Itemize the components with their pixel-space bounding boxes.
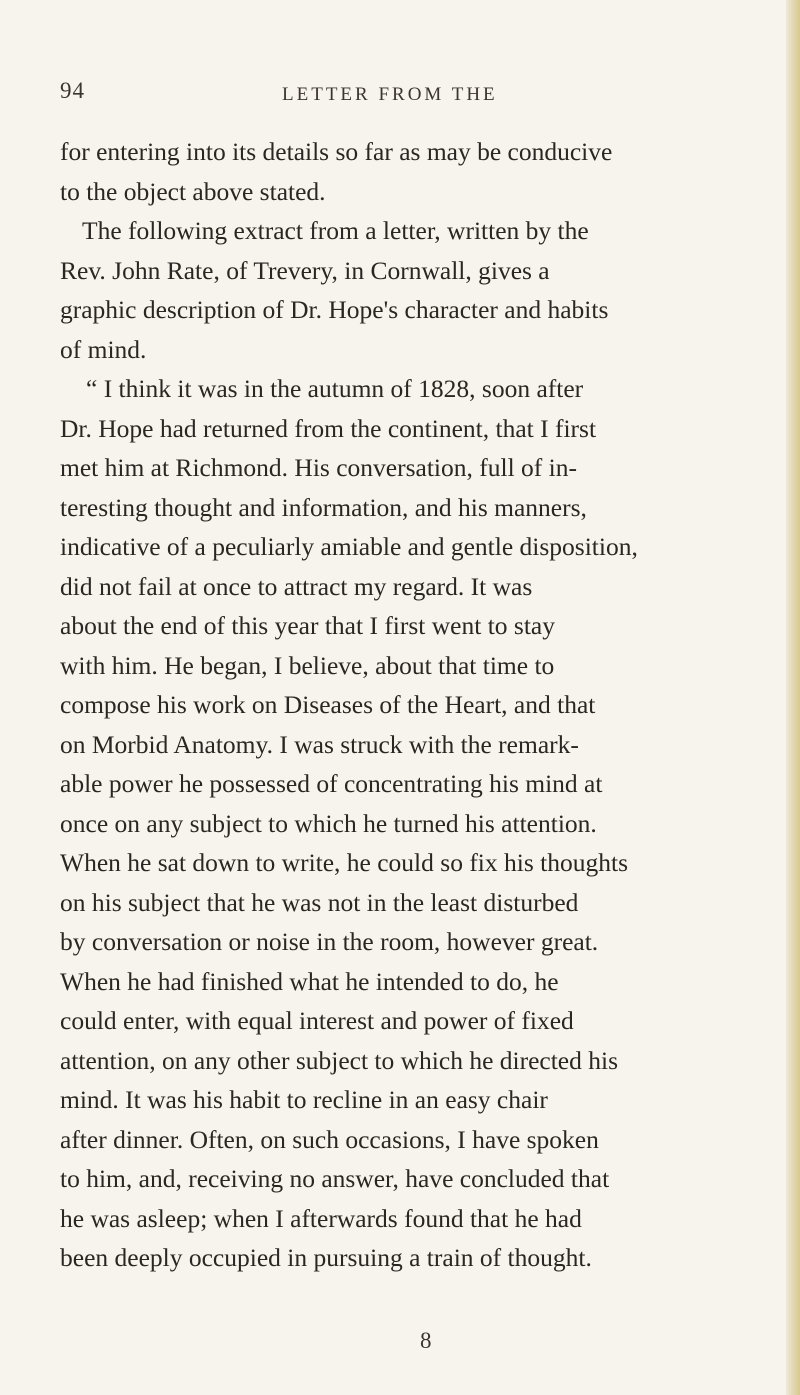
- text-line: “ I think it was in the autumn of 1828, soon after: [86, 374, 584, 403]
- text-line: able power he possessed of concentrating his mind at: [60, 769, 603, 798]
- text-line: could enter, with equal interest and power of fixed: [60, 1006, 574, 1035]
- page-edge: [786, 0, 800, 1395]
- body-text: [60, 132, 760, 1278]
- page-number: 94: [60, 78, 85, 103]
- text-line: graphic description of Dr. Hope's character and habits: [60, 295, 609, 324]
- page-header: [60, 78, 740, 118]
- text-line: When he had finished what he intended to do, he: [60, 966, 559, 996]
- text-line: for entering into its details so far as may be conducive: [60, 137, 613, 166]
- text-line: teresting thought and information, and his manners,: [60, 492, 587, 522]
- text-line: on Morbid Anatomy. I was struck with the remark-: [60, 729, 579, 759]
- text-line: The following extract from a letter, written by the: [82, 216, 589, 245]
- text-line: compose his work on Diseases of the Heart, and that: [60, 690, 596, 719]
- text-line: did not fail at once to attract my regard. It was: [60, 571, 533, 601]
- text-line: once on any subject to which he turned his attention.: [60, 808, 597, 838]
- text-line: attention, on any other subject to which he directed his: [60, 1045, 619, 1075]
- text-line: of mind.: [60, 334, 147, 364]
- text-line: to the object above stated.: [60, 176, 326, 206]
- signature-mark: 8: [420, 1328, 432, 1353]
- text-line: after dinner. Often, on such occasions, I have spoken: [60, 1124, 599, 1154]
- text-line: he was asleep; when I afterwards found that he had: [60, 1203, 582, 1233]
- text-line: about the end of this year that I first went to stay: [60, 611, 555, 640]
- running-head: LETTER FROM THE: [282, 84, 498, 105]
- text-line: met him at Richmond. His conversation, full of in-: [60, 453, 577, 482]
- text-line: Rev. John Rate, of Trevery, in Cornwall, gives a: [60, 255, 550, 285]
- text-line: by conversation or noise in the room, however great.: [60, 927, 599, 956]
- text-line: with him. He began, I believe, about that time to: [60, 650, 555, 680]
- text-line: on his subject that he was not in the least disturbed: [60, 887, 579, 917]
- text-line: indicative of a peculiarly amiable and gentle disposition,: [60, 532, 638, 561]
- text-line: When he sat down to write, he could so fix his thoughts: [60, 848, 628, 877]
- text-line: been deeply occupied in pursuing a train of thought.: [60, 1243, 592, 1272]
- text-line: mind. It was his habit to recline in an easy chair: [60, 1085, 548, 1114]
- text-line: to him, and, receiving no answer, have concluded that: [60, 1164, 610, 1193]
- text-line: Dr. Hope had returned from the continent, that I first: [60, 413, 597, 443]
